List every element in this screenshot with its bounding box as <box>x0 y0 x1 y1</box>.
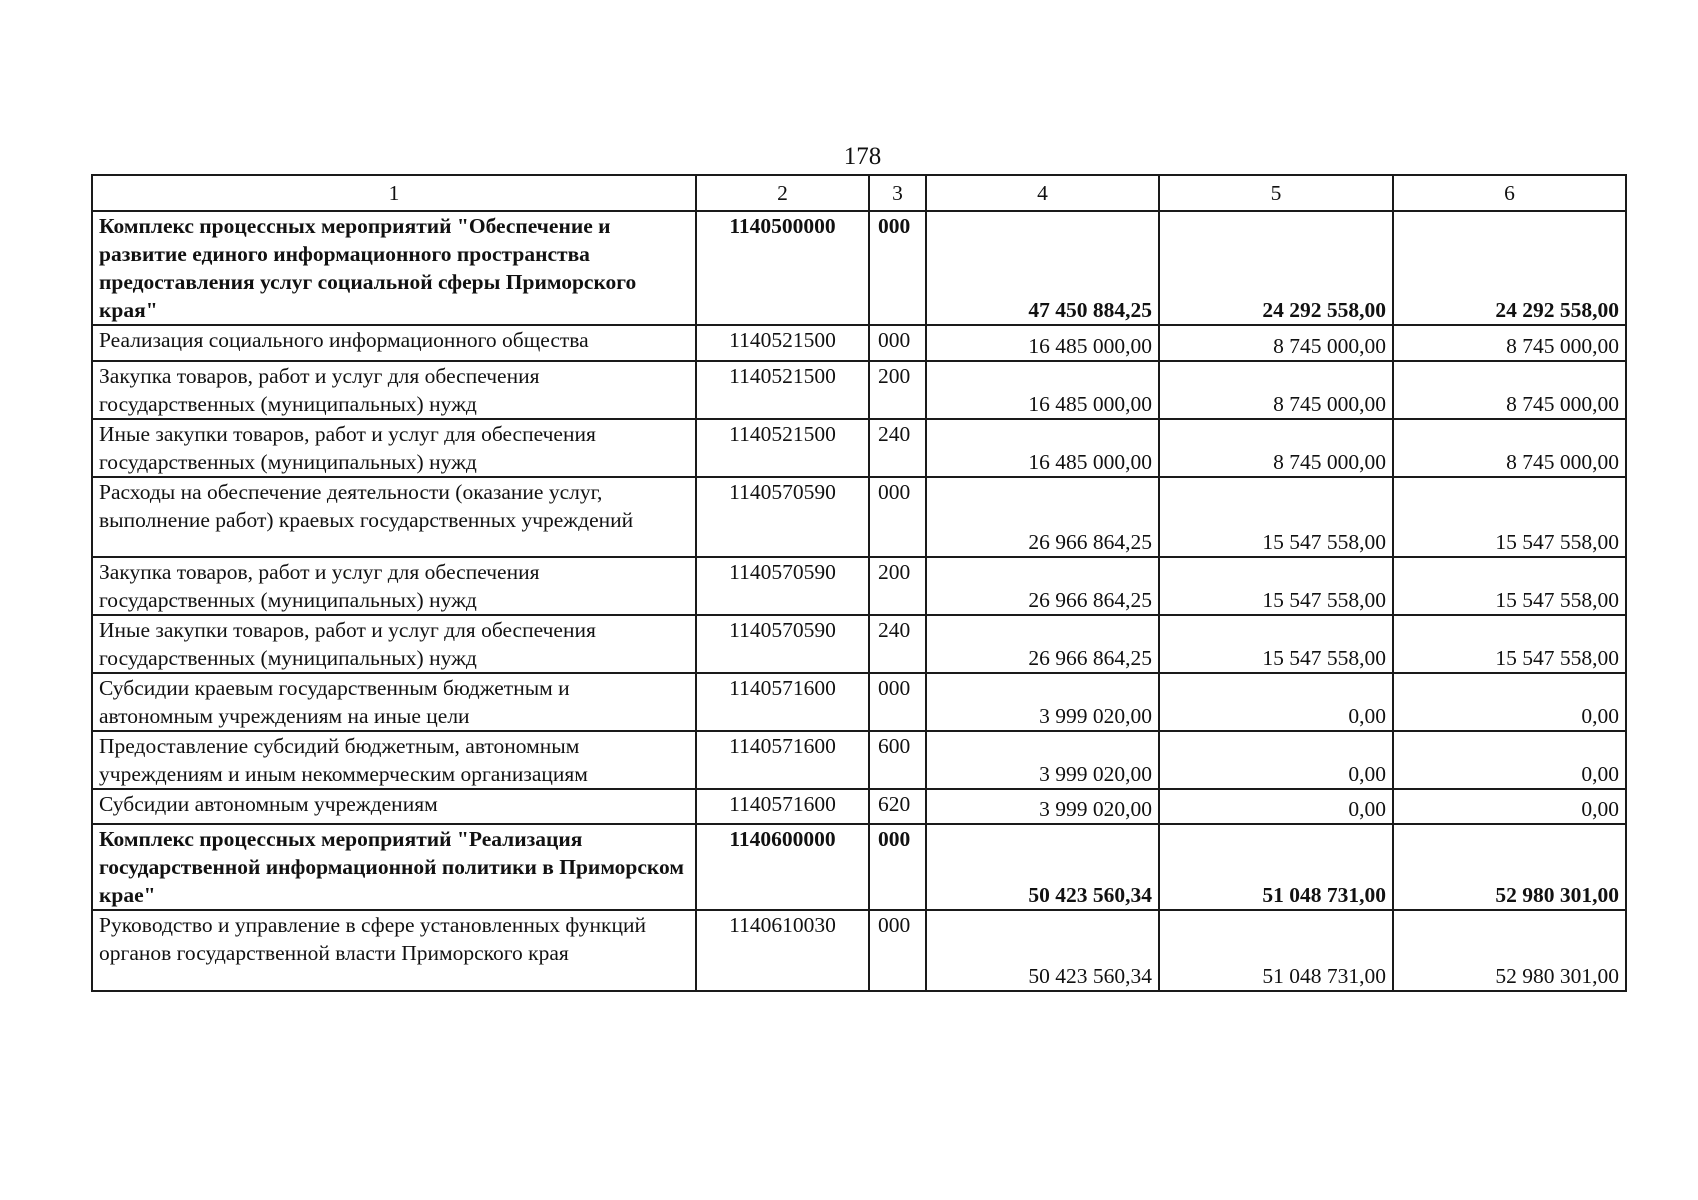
row-code-cell: 1140570590 <box>696 615 869 673</box>
row-code-cell: 1140570590 <box>696 477 869 557</box>
row-type-cell: 240 <box>869 419 926 477</box>
header-cell-2: 2 <box>696 175 869 211</box>
row-value-5-cell: 24 292 558,00 <box>1159 211 1393 325</box>
row-name-cell: Иные закупки товаров, работ и услуг для обеспечения государственных (муниципальных) нужд <box>92 615 696 673</box>
row-value-6-cell: 8 745 000,00 <box>1393 361 1626 419</box>
table-row <box>92 325 1626 361</box>
row-value-5-cell: 0,00 <box>1159 673 1393 731</box>
row-name-cell: Субсидии автономным учреждениям <box>92 789 696 824</box>
table-row <box>92 731 1626 789</box>
row-value-5-cell: 15 547 558,00 <box>1159 477 1393 557</box>
row-value-6-cell: 0,00 <box>1393 673 1626 731</box>
row-value-4-cell: 26 966 864,25 <box>926 557 1159 615</box>
row-value-4-cell: 3 999 020,00 <box>926 673 1159 731</box>
row-value-4-cell: 26 966 864,25 <box>926 615 1159 673</box>
header-cell-6: 6 <box>1393 175 1626 211</box>
table-row <box>92 557 1626 615</box>
row-type-cell: 600 <box>869 731 926 789</box>
row-name-cell: Комплекс процессных мероприятий "Обеспечение и развитие единого информационного пространства предоставления услуг социальной сферы Приморского края" <box>92 211 696 325</box>
table-row <box>92 789 1626 824</box>
row-value-4-cell: 26 966 864,25 <box>926 477 1159 557</box>
table-row <box>92 615 1626 673</box>
row-value-6-cell: 15 547 558,00 <box>1393 477 1626 557</box>
row-name-cell: Закупка товаров, работ и услуг для обеспечения государственных (муниципальных) нужд <box>92 557 696 615</box>
row-type-cell: 000 <box>869 673 926 731</box>
row-code-cell: 1140610030 <box>696 910 869 991</box>
row-code-cell: 1140521500 <box>696 419 869 477</box>
row-type-cell: 000 <box>869 824 926 910</box>
row-value-6-cell: 52 980 301,00 <box>1393 910 1626 991</box>
row-name-cell: Расходы на обеспечение деятельности (оказание услуг, выполнение работ) краевых государственных учреждений <box>92 477 696 557</box>
row-value-4-cell: 50 423 560,34 <box>926 910 1159 991</box>
row-value-5-cell: 0,00 <box>1159 731 1393 789</box>
budget-table-body <box>92 175 1626 991</box>
table-row-section <box>92 824 1626 910</box>
row-value-5-cell: 8 745 000,00 <box>1159 361 1393 419</box>
row-type-cell: 000 <box>869 477 926 557</box>
header-cell-5: 5 <box>1159 175 1393 211</box>
row-type-cell: 000 <box>869 325 926 361</box>
header-cell-3: 3 <box>869 175 926 211</box>
row-value-6-cell: 8 745 000,00 <box>1393 325 1626 361</box>
row-value-4-cell: 50 423 560,34 <box>926 824 1159 910</box>
table-row <box>92 910 1626 991</box>
row-value-6-cell: 8 745 000,00 <box>1393 419 1626 477</box>
page-number: 178 <box>843 143 882 170</box>
table-row <box>92 673 1626 731</box>
row-name-cell: Реализация социального информационного общества <box>92 325 696 361</box>
row-code-cell: 1140571600 <box>696 731 869 789</box>
row-code-cell: 1140521500 <box>696 325 869 361</box>
row-name-cell: Комплекс процессных мероприятий "Реализация государственной информационной политики в Приморском крае" <box>92 824 696 910</box>
table-header-row <box>92 175 1626 211</box>
row-type-cell: 200 <box>869 557 926 615</box>
row-value-6-cell: 24 292 558,00 <box>1393 211 1626 325</box>
table-row <box>92 419 1626 477</box>
row-value-4-cell: 16 485 000,00 <box>926 419 1159 477</box>
row-code-cell: 1140571600 <box>696 789 869 824</box>
header-cell-1: 1 <box>92 175 696 211</box>
row-value-4-cell: 47 450 884,25 <box>926 211 1159 325</box>
row-type-cell: 620 <box>869 789 926 824</box>
row-type-cell: 200 <box>869 361 926 419</box>
row-type-cell: 000 <box>869 211 926 325</box>
row-name-cell: Руководство и управление в сфере установленных функций органов государственной власти Приморского края <box>92 910 696 991</box>
row-name-cell: Закупка товаров, работ и услуг для обеспечения государственных (муниципальных) нужд <box>92 361 696 419</box>
row-code-cell: 1140600000 <box>696 824 869 910</box>
table-row <box>92 477 1626 557</box>
row-type-cell: 240 <box>869 615 926 673</box>
row-value-5-cell: 15 547 558,00 <box>1159 615 1393 673</box>
row-code-cell: 1140500000 <box>696 211 869 325</box>
row-value-5-cell: 51 048 731,00 <box>1159 824 1393 910</box>
row-value-5-cell: 8 745 000,00 <box>1159 419 1393 477</box>
row-value-6-cell: 0,00 <box>1393 789 1626 824</box>
row-name-cell: Иные закупки товаров, работ и услуг для обеспечения государственных (муниципальных) нужд <box>92 419 696 477</box>
row-code-cell: 1140571600 <box>696 673 869 731</box>
row-type-cell: 000 <box>869 910 926 991</box>
row-value-5-cell: 0,00 <box>1159 789 1393 824</box>
row-name-cell: Предоставление субсидий бюджетным, автономным учреждениям и иным некоммерческим организациям <box>92 731 696 789</box>
row-name-cell: Субсидии краевым государственным бюджетным и автономным учреждениям на иные цели <box>92 673 696 731</box>
row-value-6-cell: 15 547 558,00 <box>1393 615 1626 673</box>
budget-table <box>91 174 1627 992</box>
row-code-cell: 1140570590 <box>696 557 869 615</box>
row-value-6-cell: 52 980 301,00 <box>1393 824 1626 910</box>
header-cell-4: 4 <box>926 175 1159 211</box>
row-value-4-cell: 3 999 020,00 <box>926 731 1159 789</box>
row-value-4-cell: 16 485 000,00 <box>926 361 1159 419</box>
row-value-4-cell: 16 485 000,00 <box>926 325 1159 361</box>
row-value-6-cell: 15 547 558,00 <box>1393 557 1626 615</box>
row-value-5-cell: 15 547 558,00 <box>1159 557 1393 615</box>
row-value-5-cell: 51 048 731,00 <box>1159 910 1393 991</box>
table-row-section <box>92 211 1626 325</box>
row-value-6-cell: 0,00 <box>1393 731 1626 789</box>
row-value-5-cell: 8 745 000,00 <box>1159 325 1393 361</box>
row-code-cell: 1140521500 <box>696 361 869 419</box>
table-row <box>92 361 1626 419</box>
row-value-4-cell: 3 999 020,00 <box>926 789 1159 824</box>
